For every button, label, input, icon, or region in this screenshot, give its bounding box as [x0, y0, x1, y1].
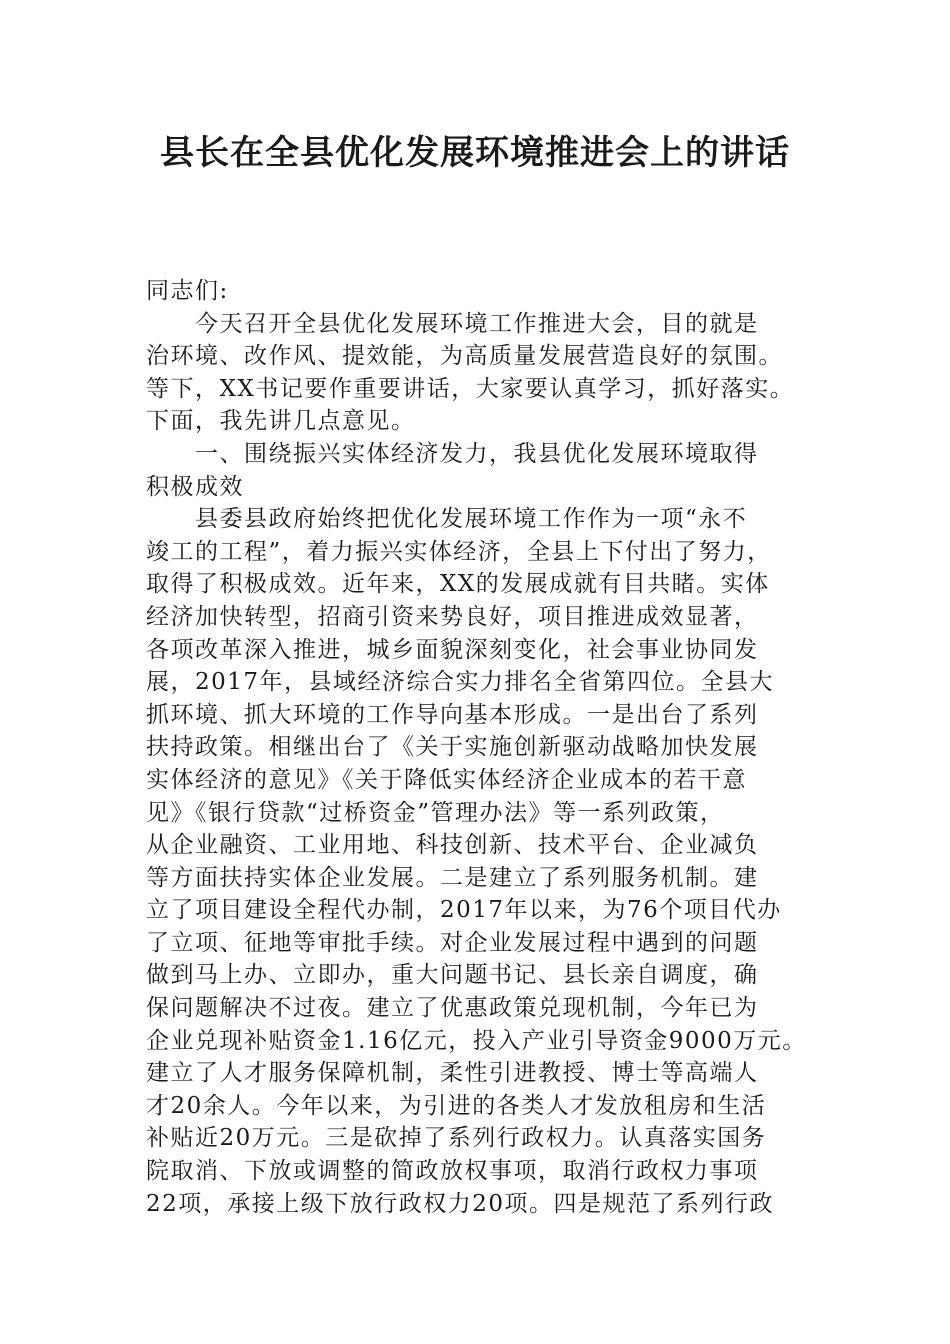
- body-text-line: 下面，我先讲几点意见。: [146, 408, 416, 435]
- body-text-line: 了立项、征地等审批手续。对企业发展过程中遇到的问题: [146, 929, 759, 956]
- body-text-line: 竣工的工程”，着力振兴实体经济，全县上下付出了努力，: [146, 538, 772, 565]
- body-text-line: 等下，XX书记要作重要讲话，大家要认真学习，抓好落实。: [146, 375, 795, 402]
- body-text-line: 今天召开全县优化发展环境工作推进大会，目的就是: [146, 310, 759, 337]
- body-text-line: 实体经济的意见》《关于降低实体经济企业成本的若干意: [146, 766, 747, 793]
- body-text-line: 立了项目建设全程代办制，2017年以来，为76个项目代办: [146, 897, 782, 924]
- body-text-line: 积极成效: [146, 473, 244, 500]
- body-text-line: 经济加快转型，招商引资来势良好，项目推进成效显著，: [146, 603, 759, 630]
- body-text-line: 一、围绕振兴实体经济发力，我县优化发展环境取得: [146, 440, 759, 467]
- body-text-line: 保问题解决不过夜。建立了优惠政策兑现机制，今年已为: [146, 995, 759, 1022]
- body-text-line: 抓环境、抓大环境的工作导向基本形成。一是出台了系列: [146, 701, 759, 728]
- body-text-line: 取得了积极成效。近年来，XX的发展成就有目共睹。实体: [146, 571, 770, 598]
- body-text-line: 见》《银行贷款“过桥资金”管理办法》等一系列政策，: [146, 799, 725, 826]
- body-text-line: 做到马上办、立即办，重大问题书记、县长亲自调度，确: [146, 962, 759, 989]
- body-text-line: 才20余人。今年以来，为引进的各类人才发放租房和生活: [146, 1092, 767, 1119]
- body-text-line: 展，2017年，县域经济综合实力排名全省第四位。全县大: [146, 669, 775, 696]
- body-text-line: 建立了人才服务保障机制，柔性引进教授、博士等高端人: [146, 1060, 759, 1087]
- body-text-line: 各项改革深入推进，城乡面貌深刻变化，社会事业协同发: [146, 636, 759, 663]
- body-text-line: 治环境、改作风、提效能，为高质量发展营造良好的氛围。: [146, 343, 783, 370]
- body-text-line: 企业兑现补贴资金1.16亿元，投入产业引导资金9000万元。: [146, 1027, 807, 1054]
- body-text-line: 县委县政府始终把优化发展环境工作作为一项“永不: [146, 506, 748, 533]
- document-body: [146, 275, 826, 1220]
- body-text-line: 院取消、下放或调整的简政放权事项，取消行政权力事项: [146, 1158, 759, 1185]
- body-text-line: 从企业融资、工业用地、科技创新、技术平台、企业减负: [146, 832, 759, 859]
- body-text-line: 22项，承接上级下放行政权力20项。四是规范了系列行政: [146, 1190, 775, 1217]
- body-text-line: 扶持政策。相继出台了《关于实施创新驱动战略加快发展: [146, 734, 759, 761]
- body-text-line: 补贴近20万元。三是砍掉了系列行政权力。认真落实国务: [146, 1125, 767, 1152]
- body-text-line: 等方面扶持实体企业发展。二是建立了系列服务机制。建: [146, 864, 759, 891]
- document-title: 县长在全县优化发展环境推进会上的讲话: [160, 133, 790, 173]
- body-text-line: 同志们:: [146, 278, 229, 304]
